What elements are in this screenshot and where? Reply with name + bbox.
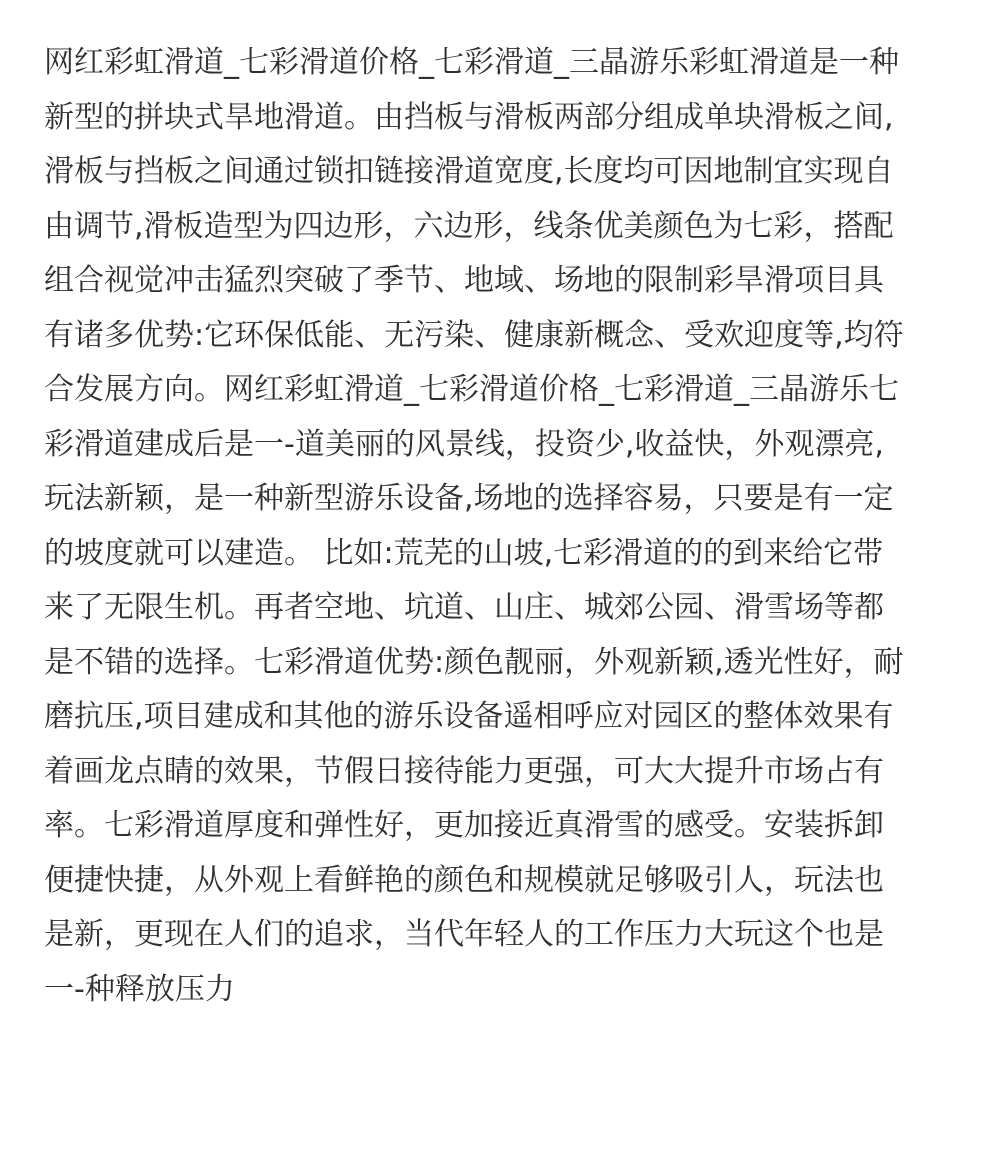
article-line-14: 着画龙点睛的效果，节假日接待能力更强，可大大提升市场占有 [44,753,884,789]
article-line-10: 的坡度就可以建造。 比如:荒芜的山坡,七彩滑道的的到来给它带 [44,535,884,571]
article-body [44,36,946,1017]
article-line-5: 组合视觉冲击猛烈突破了季节、地域、场地的限制彩旱滑项目具 [44,263,884,298]
article-line-4: 由调节,滑板造型为四边形，六边形，线条优美颜色为七彩，搭配 [44,208,894,244]
article-line-8: 彩滑道建成后是一-道美丽的风景线，投资少,收益快，外观漂亮, [44,426,884,462]
article-line-18: 一-种释放压力 [44,971,235,1007]
article-line-17: 是新，更现在人们的追求，当代年轻人的工作压力大玩这个也是 [44,917,884,952]
article-line-6: 有诸多优势:它环保低能、无污染、健康新概念、受欢迎度等,均符 [44,317,904,353]
article-line-3: 滑板与挡板之间通过锁扣链接滑道宽度,长度均可因地制宜实现自 [44,154,894,189]
article-line-12: 是不错的选择。七彩滑道优势:颜色靓丽，外观新颖,透光性好，耐 [44,644,904,680]
article-line-9: 玩法新颖，是一种新型游乐设备,场地的选择容易，只要是有一定 [44,481,894,516]
article-line-13: 磨抗压,项目建成和其他的游乐设备遥相呼应对园区的整体效果有 [44,699,894,734]
article-line-15: 率。七彩滑道厚度和弹性好，更加接近真滑雪的感受。安装拆卸 [44,808,884,843]
article-line-1: 网红彩虹滑道_七彩滑道价格_七彩滑道_三晶游乐彩虹滑道是一种 [44,45,899,80]
article-line-11: 来了无限生机。再者空地、坑道、山庄、城郊公园、滑雪场等都 [44,590,884,625]
article-line-7: 合发展方向。网红彩虹滑道_七彩滑道价格_七彩滑道_三晶游乐七 [44,372,899,407]
article-line-2: 新型的拼块式旱地滑道。由挡板与滑板两部分组成单块滑板之间, [44,99,894,135]
article-line-16: 便捷快捷，从外观上看鲜艳的颜色和规模就足够吸引人，玩法也 [44,862,884,898]
